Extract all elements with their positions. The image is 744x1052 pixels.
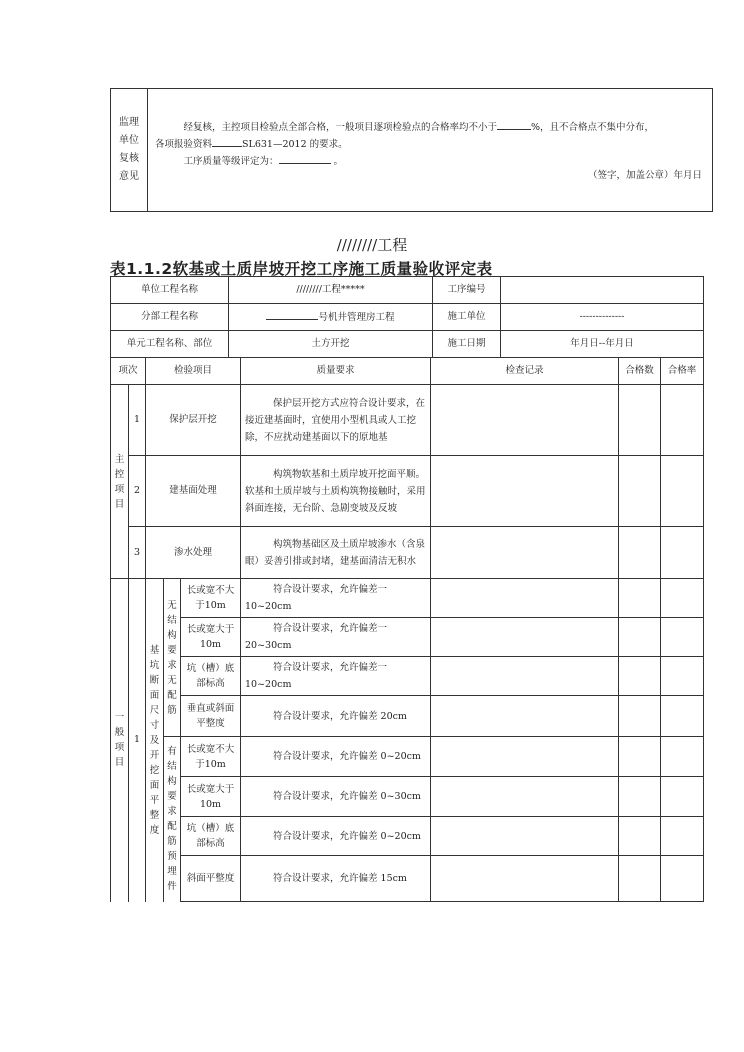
row-req: 符合设计要求，允许偏差 0~30cm bbox=[241, 777, 431, 817]
pass-rate-blank[interactable] bbox=[497, 119, 531, 130]
project-title: ////////工程 bbox=[336, 236, 408, 254]
row-req: 构筑物软基和土质岸坡开挖面平顺。软基和土质岸坡与土质构筑物接触时，采用斜面连接，无台阶、急剧变坡及反坡 bbox=[241, 456, 431, 527]
element-label: 单元工程名称、部位 bbox=[111, 331, 229, 358]
row-no: 3 bbox=[129, 527, 146, 579]
pass-count-cell[interactable] bbox=[619, 856, 661, 902]
row-no: 2 bbox=[129, 456, 146, 527]
table-row bbox=[111, 385, 704, 456]
record-cell[interactable] bbox=[431, 579, 619, 618]
row-item: 长或宽大于10m bbox=[181, 618, 241, 657]
unit-project-value: ////////工程***** bbox=[229, 277, 433, 304]
contractor-label: 施工单位 bbox=[433, 304, 501, 331]
pass-count-cell[interactable] bbox=[619, 618, 661, 657]
record-cell[interactable] bbox=[431, 696, 619, 737]
row-item: 渗水处理 bbox=[146, 527, 241, 579]
table-row bbox=[111, 527, 704, 579]
unit-project-label: 单位工程名称 bbox=[111, 277, 229, 304]
header-req: 质量要求 bbox=[241, 358, 431, 385]
materials-blank[interactable] bbox=[212, 136, 242, 147]
pass-rate-cell[interactable] bbox=[661, 456, 704, 527]
pass-rate-cell[interactable] bbox=[661, 527, 704, 579]
process-no-value[interactable] bbox=[501, 277, 704, 304]
row-item: 斜面平整度 bbox=[181, 856, 241, 902]
pass-rate-cell[interactable] bbox=[661, 856, 704, 902]
sub-project-label: 分部工程名称 bbox=[111, 304, 229, 331]
pass-count-cell[interactable] bbox=[619, 527, 661, 579]
header-no: 项次 bbox=[111, 358, 146, 385]
pass-count-cell[interactable] bbox=[619, 777, 661, 817]
table-row bbox=[111, 817, 704, 856]
record-cell[interactable] bbox=[431, 456, 619, 527]
table-row bbox=[111, 618, 704, 657]
row-no: 1 bbox=[129, 385, 146, 456]
table-row bbox=[111, 737, 704, 777]
pass-rate-cell[interactable] bbox=[661, 696, 704, 737]
record-cell[interactable] bbox=[431, 856, 619, 902]
row-req: 符合设计要求，允许偏差 20cm bbox=[241, 696, 431, 737]
general-row-no: 1 bbox=[129, 579, 146, 902]
info-table bbox=[110, 276, 704, 358]
row-item: 长或宽不大于10m bbox=[181, 737, 241, 777]
row-item: 长或宽大于10m bbox=[181, 777, 241, 817]
pass-rate-cell[interactable] bbox=[661, 657, 704, 696]
row-item: 保护层开挖 bbox=[146, 385, 241, 456]
record-cell[interactable] bbox=[431, 817, 619, 856]
record-cell[interactable] bbox=[431, 527, 619, 579]
pass-rate-cell[interactable] bbox=[661, 385, 704, 456]
signature-line: （签字，加盖公章）年月日 bbox=[587, 170, 702, 181]
review-label: 监理单位复核意见 bbox=[111, 89, 148, 211]
row-item: 坑（槽）底部标高 bbox=[181, 817, 241, 856]
row-req: 符合设计要求，允许偏差 15cm bbox=[241, 856, 431, 902]
record-cell[interactable] bbox=[431, 737, 619, 777]
record-cell[interactable] bbox=[431, 777, 619, 817]
review-text: 经复核，主控项目检验点全部合格，一般项目逐项检验点的合格率均不小于 %，且不合格点不集中分布， 各项报验资料 SL631—2012 的要求。 工序质量等级评定为： 。 bbox=[155, 119, 706, 170]
table-row bbox=[111, 856, 704, 902]
table-row bbox=[111, 696, 704, 737]
pass-count-cell[interactable] bbox=[619, 817, 661, 856]
row-req: 构筑物基础区及土质岸坡渗水（含泉眼）妥善引排或封堵，建基面清洁无积水 bbox=[241, 527, 431, 579]
header-item: 检验项目 bbox=[146, 358, 241, 385]
category-no-structure: 无结构要求无配筋 bbox=[164, 579, 181, 737]
inspection-table bbox=[110, 357, 704, 385]
pass-count-cell[interactable] bbox=[619, 657, 661, 696]
pass-count-cell[interactable] bbox=[619, 737, 661, 777]
table-title: 表1.1.2软基或土质岸坡开挖工序施工质量验收评定表 bbox=[110, 260, 493, 278]
header-pass-count: 合格数 bbox=[619, 358, 661, 385]
row-req: 符合设计要求，允许偏差 0~20cm bbox=[241, 817, 431, 856]
main-items-table bbox=[110, 384, 704, 579]
row-item: 建基面处理 bbox=[146, 456, 241, 527]
pass-count-cell[interactable] bbox=[619, 579, 661, 618]
category-with-structure: 有结构要求配筋预埋件 bbox=[164, 737, 181, 902]
row-req: 符合设计要求，允许偏差一10~20cm bbox=[241, 579, 431, 618]
record-cell[interactable] bbox=[431, 385, 619, 456]
pass-rate-cell[interactable] bbox=[661, 579, 704, 618]
sub-project-blank[interactable] bbox=[266, 309, 318, 320]
main-group-label: 主控项目 bbox=[111, 385, 129, 579]
date-value: 年月日--年月日 bbox=[501, 331, 704, 358]
sub-project-cell bbox=[229, 304, 433, 331]
table-row bbox=[111, 657, 704, 696]
pass-rate-cell[interactable] bbox=[661, 618, 704, 657]
record-cell[interactable] bbox=[431, 618, 619, 657]
pass-rate-cell[interactable] bbox=[661, 777, 704, 817]
process-no-label: 工序编号 bbox=[433, 277, 501, 304]
table-row bbox=[111, 579, 704, 618]
row-item: 坑（槽）底部标高 bbox=[181, 657, 241, 696]
row-item: 垂直或斜面平整度 bbox=[181, 696, 241, 737]
row-req: 符合设计要求，允许偏差一20~30cm bbox=[241, 618, 431, 657]
record-cell[interactable] bbox=[431, 657, 619, 696]
sub-project-value: 号机井管理房工程 bbox=[318, 311, 395, 323]
table-row bbox=[111, 456, 704, 527]
contractor-value: -------------- bbox=[501, 304, 704, 331]
header-pass-rate: 合格率 bbox=[661, 358, 704, 385]
pass-rate-cell[interactable] bbox=[661, 817, 704, 856]
row-req: 符合设计要求，允许偏差 0~20cm bbox=[241, 737, 431, 777]
pass-count-cell[interactable] bbox=[619, 696, 661, 737]
supervisor-review-box bbox=[110, 88, 713, 212]
pass-count-cell[interactable] bbox=[619, 456, 661, 527]
general-subgroup-label: 基坑断面尺寸及开挖面平整度 bbox=[146, 579, 164, 902]
date-label: 施工日期 bbox=[433, 331, 501, 358]
general-group-label: 一般项目 bbox=[111, 579, 129, 902]
pass-count-cell[interactable] bbox=[619, 385, 661, 456]
grade-blank[interactable] bbox=[279, 153, 331, 164]
table-row bbox=[111, 777, 704, 817]
row-req: 符合设计要求，允许偏差一10~20cm bbox=[241, 657, 431, 696]
row-item: 长或宽不大于10m bbox=[181, 579, 241, 618]
header-record: 检查记录 bbox=[431, 358, 619, 385]
element-value: 土方开挖 bbox=[229, 331, 433, 358]
pass-rate-cell[interactable] bbox=[661, 737, 704, 777]
general-items-table bbox=[110, 578, 704, 902]
row-req: 保护层开挖方式应符合设计要求，在接近建基面时，宜使用小型机具或人工挖除，不应扰动建基面以下的原地基 bbox=[241, 385, 431, 456]
